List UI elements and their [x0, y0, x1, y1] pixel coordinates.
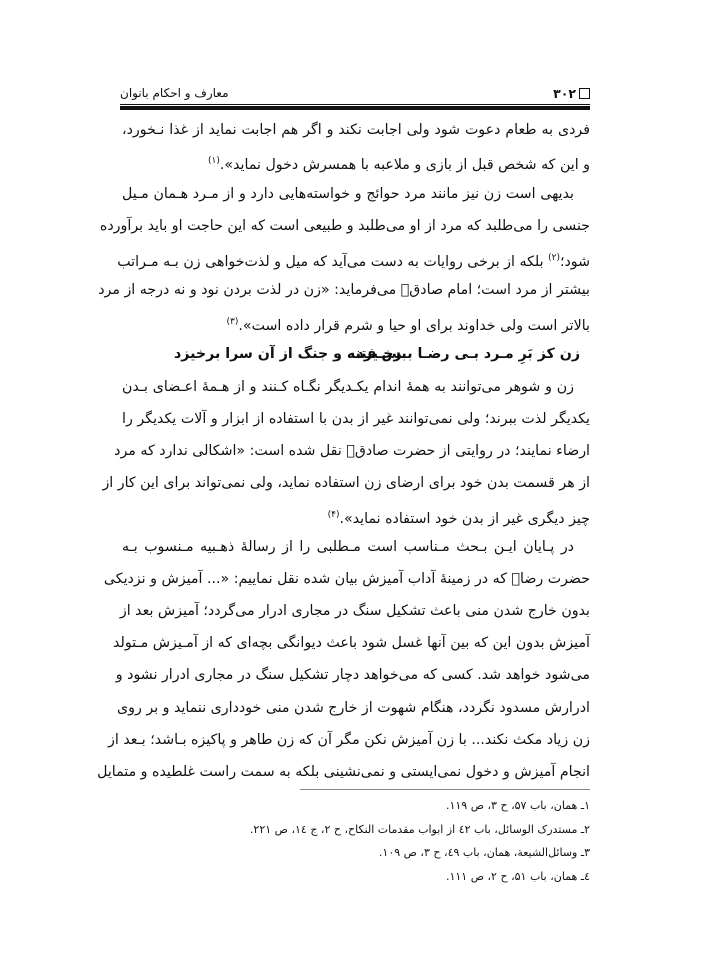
- body-line: چیز دیگری غیر از بدن خود استفاده نماید».$^{(۴)}$: [327, 510, 590, 527]
- footnote: ٤ـ همان، باب ۵۱، ح ۲، ص ۱۱۱.: [445, 870, 590, 883]
- header-rule-thin: [120, 104, 590, 105]
- page-number: ۳۰۲: [553, 86, 590, 101]
- body-line: می‌شود خواهد شد. کسی که می‌خواهد دچار تشکیل سنگ در مجاری ادرار نشود و: [115, 667, 590, 683]
- poem-hemistich-1: زن کز بَرِ مـرد بـی رضـا بـرخـیزد: [356, 346, 580, 362]
- book-title: معارف و احکام بانوان: [120, 86, 229, 100]
- footnote-rule: [300, 789, 590, 790]
- footnote: ۱ـ همان، باب ۵۷، ح ۳، ص ۱۱۹.: [445, 799, 590, 812]
- body-line: آمیزش بدون این که بین آنها غسل شود باعث دیوانگی بچه‌ای که از آمـیزش مـتولد: [113, 635, 590, 651]
- footnote-ref: (۲): [548, 253, 560, 263]
- footnote: ۲ـ مستدرک الوسائل، باب ٤٢ از ابواب مقدمات النکاح، ح ۲، ج ١٤، ص ۲۲۱.: [249, 823, 590, 836]
- body-line: بدون خارج شدن منی باعث تشکیل سنگ در مجاری ادرار می‌گردد؛ آمیزش بعد از: [119, 603, 590, 619]
- body-line: در پـایان ایـن بـحث مـناسب است مـطلبی را از رسالهٔ ذهـبیه مـنسوب بـه: [122, 539, 574, 555]
- body-line: حضرت رضاؑ که در زمینهٔ آداب آمیزش بیان شده نقل نماییم: «... آمیزش و نزدیکی: [103, 571, 590, 587]
- body-line: بالاتر است ولی خداوند برای او حیا و شرم قرار داده است».$^{(۳)}$: [226, 317, 590, 334]
- footnote-ref: (۴): [327, 510, 340, 520]
- body-line: انجام آمیزش و دخول نمی‌ایستی و نمی‌نشینی بلکه به سمت راست غلطیده و متمایل: [97, 764, 590, 780]
- body-line: و این که شخص قبل از بازی و ملاعبه با همسرش دخول نماید».$^{(۱)}$: [208, 156, 590, 173]
- poem-hemistich-2: بس فتنه و جنگ از آن سرا برخیزد: [174, 346, 407, 362]
- running-header: [120, 86, 590, 106]
- body-line: شود؛$^{(۲)}$ بلکه از برخی روایات به دست می‌آید که میل و لذت‌خواهی زن بـه مـراتب: [117, 253, 590, 270]
- body-line: فردی به طعام دعوت شود ولی اجابت نکند و اگر هم اجابت نماید از غذا نـخورد،: [122, 122, 590, 138]
- body-line: بیشتر از مرد است؛ امام صادقؑ می‌فرماید: «زن در لذت بردن نود و نه درجه از مرد: [98, 282, 590, 298]
- footnote: ۳ـ وسائل‌الشیعة، همان، باب ٤۹، ح ۳، ص ۱۰۹.: [378, 846, 590, 859]
- footnote-ref: (۱): [208, 156, 220, 166]
- body-line: زن زیاد مکث نکند... با زن آمیزش نکن مگر آن که زن طاهر و پاکیزه بـاشد؛ بـعد از: [108, 732, 590, 748]
- body-line: ارضاء نمایند؛ در روایتی از حضرت صادقؑ نقل شده است: «اشکالی ندارد که مرد: [114, 443, 590, 459]
- header-rule: [120, 106, 590, 110]
- body-line: بدیهی است زن نیز مانند مرد حوائج و خواسته‌هایی دارد و از مـرد هـمان مـیل: [122, 186, 574, 202]
- body-line: جنسی را می‌طلبد که مرد از او می‌طلبد و طبیعی است که این حاجت او باید برآورده: [99, 218, 590, 234]
- body-line: زن و شوهر می‌توانند به همهٔ اندام یکـدیگر نگـاه کـنند و از هـمهٔ اعـضای بـدن: [122, 379, 574, 395]
- square-icon: [579, 88, 590, 99]
- footnote-ref: (۳): [226, 317, 239, 327]
- body-line: ادرارش مسدود نگردد، هنگام شهوت از خارج شدن منی خودداری ننماید و بر روی: [117, 700, 590, 716]
- body-line: از هر قسمت بدن خود برای ارضای زن استفاده نماید، ولی نمی‌تواند برای این کار از: [102, 475, 590, 491]
- body-line: یکدیگر لذت ببرند؛ ولی نمی‌توانند غیر از بدن با استفاده از ابزار و آلات یکدیگر را: [122, 411, 590, 427]
